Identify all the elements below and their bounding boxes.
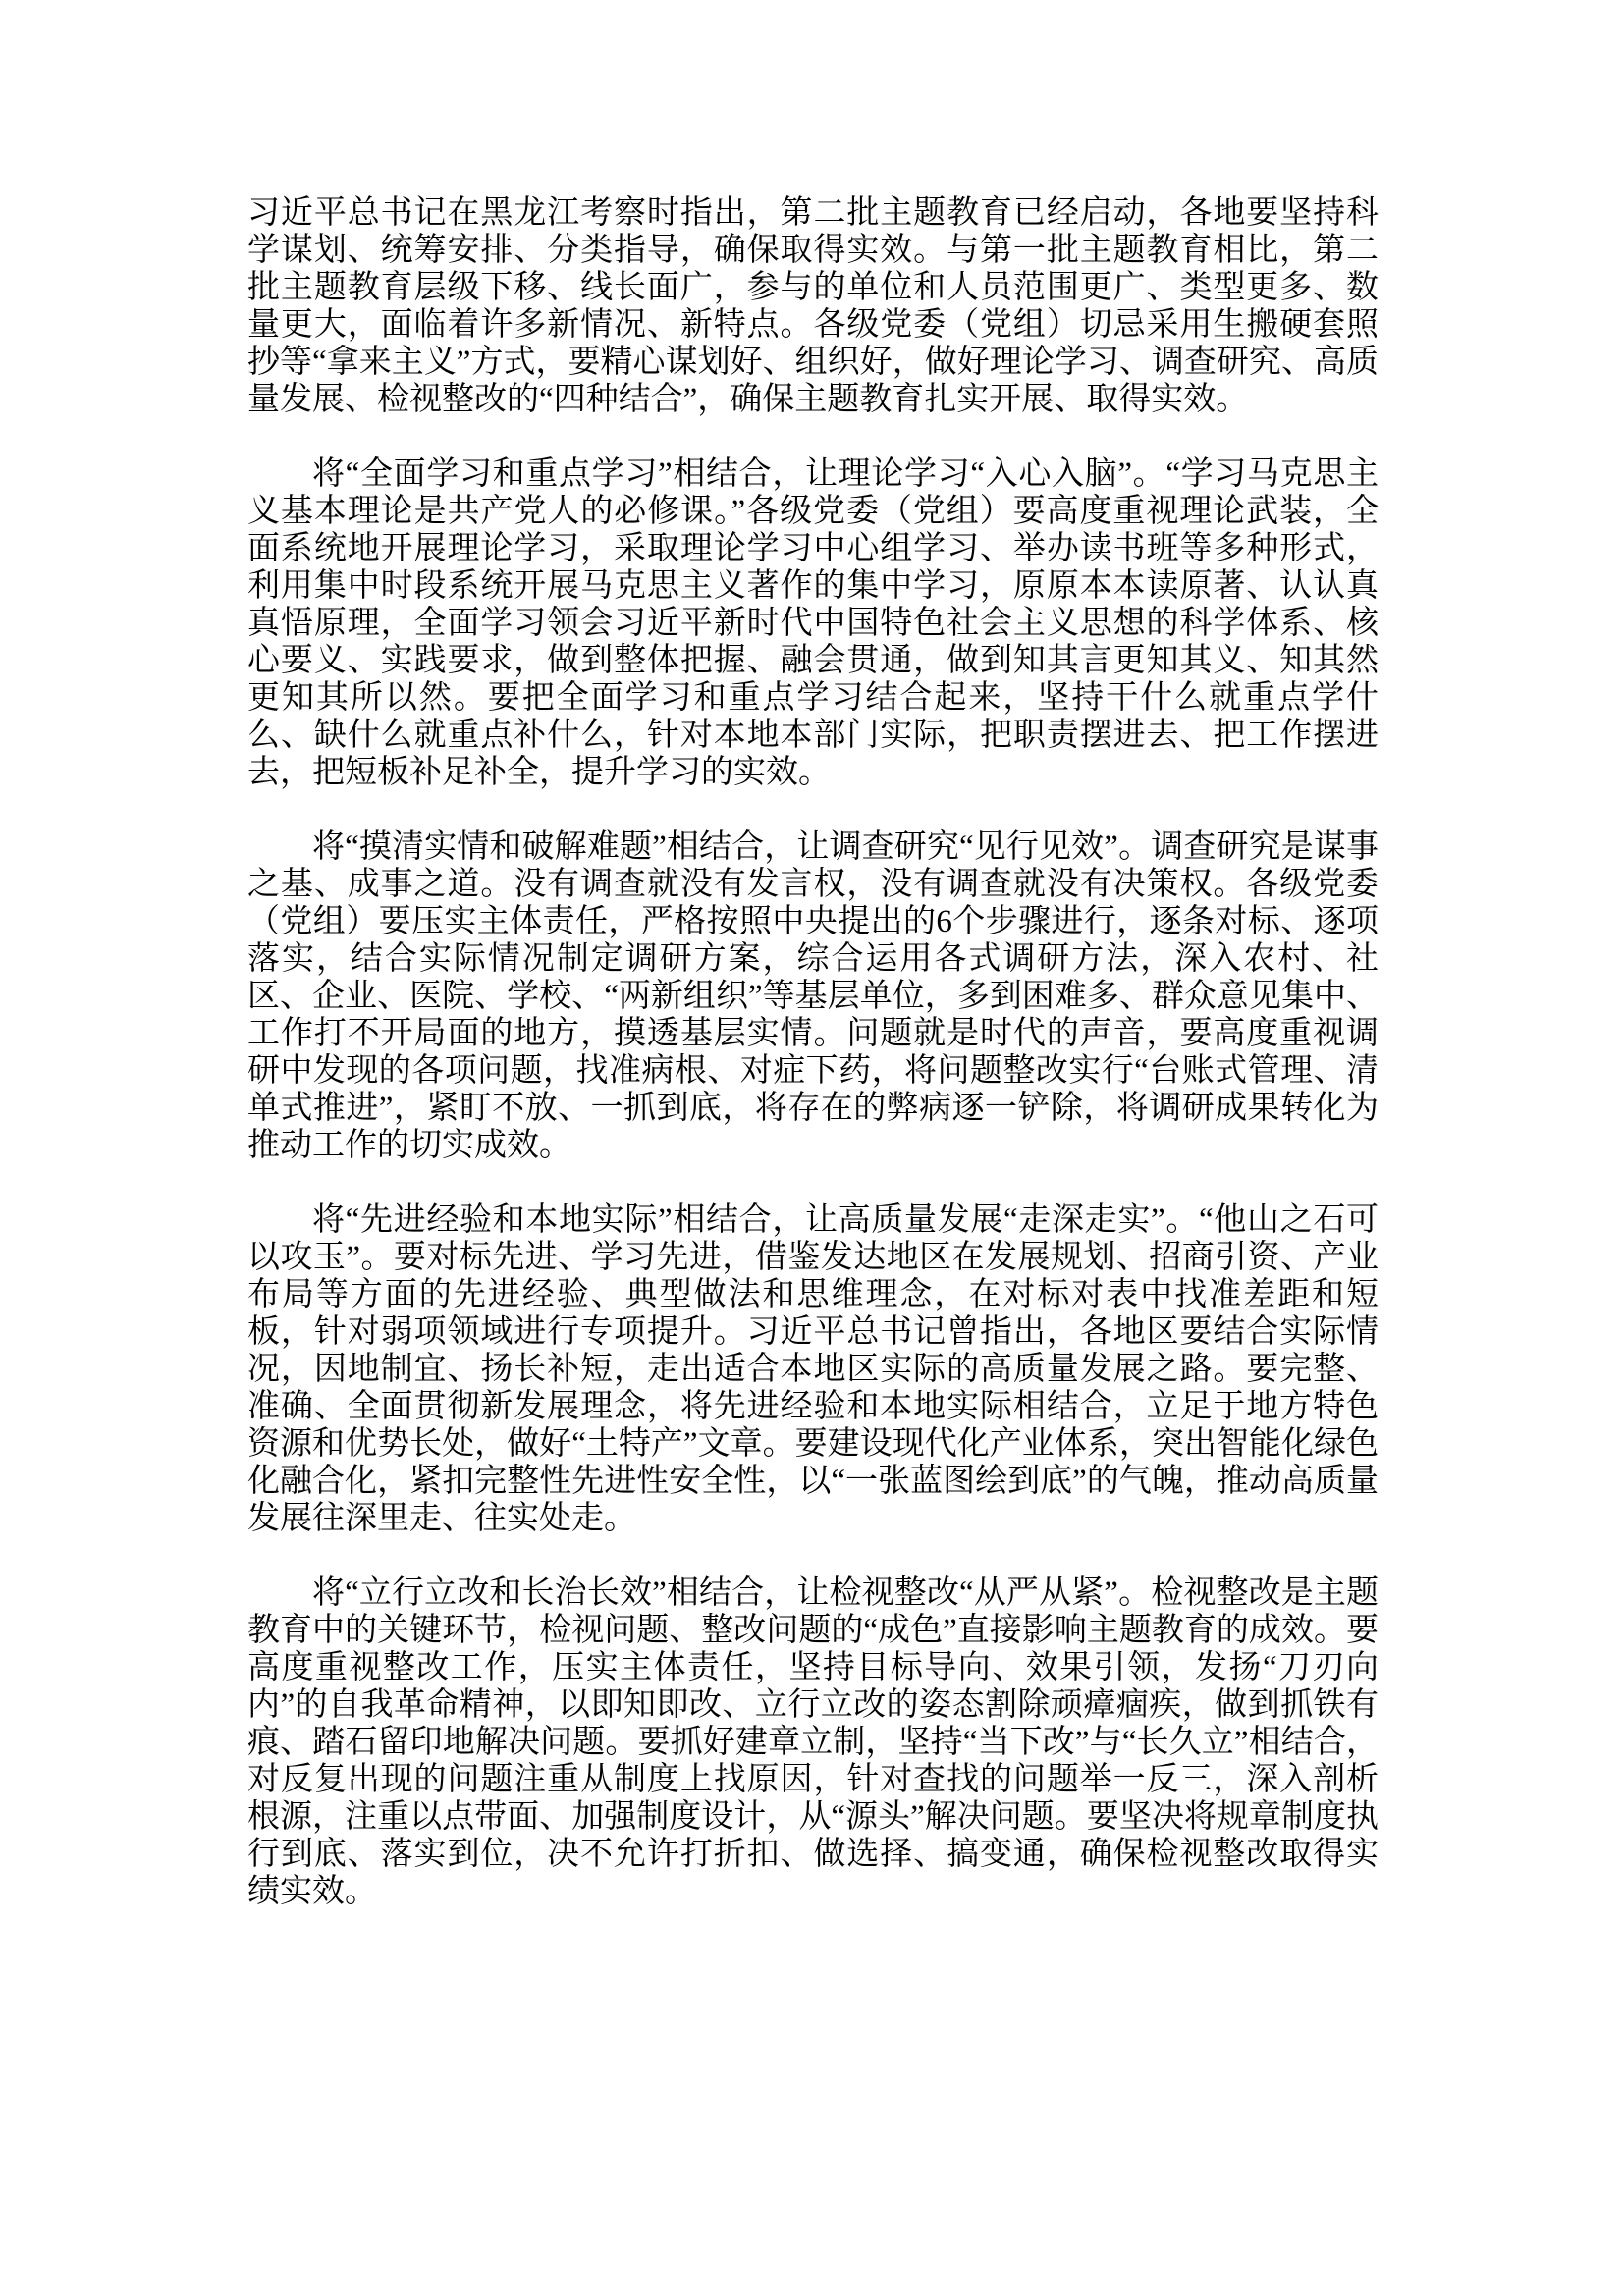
document-body	[247, 194, 1379, 1948]
paragraph-intro: 习近平总书记在黑龙江考察时指出，第二批主题教育已经启动，各地要坚持科学谋划、统筹安排、分类指导，确保取得实效。与第一批主题教育相比，第二批主题教育层级下移、线长面广，参与的单位和人员范围更广、类型更多、数量更大，面临着许多新情况、新特点。各级党委（党组）切忌采用生搬硬套照抄等“拿来主义”方式，要精心谋划好、组织好，做好理论学习、调查研究、高质量发展、检视整改的“四种结合”，确保主题教育扎实开展、取得实效。	[247, 195, 1379, 417]
paragraph-theory-study: 将“全面学习和重点学习”相结合，让理论学习“入心入脑”。“学习马克思主义基本理论是共产党人的必修课。”各级党委（党组）要高度重视理论武装，全面系统地开展理论学习，采取理论学习中心组学习、举办读书班等多种形式，利用集中时段系统开展马克思主义著作的集中学习，原原本本读原著、认认真真悟原理，全面学习领会习近平新时代中国特色社会主义思想的科学体系、核心要义、实践要求，做到整体把握、融会贯通，做到知其言更知其义、知其然更知其所以然。要把全面学习和重点学习结合起来，坚持干什么就重点学什么、缺什么就重点补什么，针对本地本部门实际，把职责摆进去、把工作摆进去，把短板补足补全，提升学习的实效。	[247, 456, 1379, 790]
paragraph-investigation-research: 将“摸清实情和破解难题”相结合，让调查研究“见行见效”。调查研究是谋事之基、成事之道。没有调查就没有发言权，没有调查就没有决策权。各级党委（党组）要压实主体责任，严格按照中央提出的6个步骤进行，逐条对标、逐项落实，结合实际情况制定调研方案，综合运用各式调研方法，深入农村、社区、企业、医院、学校、“两新组织”等基层单位，多到困难多、群众意见集中、工作打不开局面的地方，摸透基层实情。问题就是时代的声音，要高度重视调研中发现的各项问题，找准病根、对症下药，将问题整改实行“台账式管理、清单式推进”，紧盯不放、一抓到底，将存在的弊病逐一铲除，将调研成果转化为推动工作的切实成效。	[247, 829, 1379, 1163]
paragraph-rectification: 将“立行立改和长治长效”相结合，让检视整改“从严从紧”。检视整改是主题教育中的关键环节，检视问题、整改问题的“成色”直接影响主题教育的成效。要高度重视整改工作，压实主体责任，坚持目标导向、效果引领，发扬“刀刃向内”的自我革命精神，以即知即改、立行立改的姿态割除顽瘴痼疾，做到抓铁有痕、踏石留印地解决问题。要抓好建章立制，坚持“当下改”与“长久立”相结合，对反复出现的问题注重从制度上找原因，针对查找的问题举一反三，深入剖析根源，注重以点带面、加强制度设计，从“源头”解决问题。要坚决将规章制度执行到底、落实到位，决不允许打折扣、做选择、搞变通，确保检视整改取得实绩实效。	[247, 1575, 1379, 1909]
paragraph-high-quality-development: 将“先进经验和本地实际”相结合，让高质量发展“走深走实”。“他山之石可以攻玉”。要对标先进、学习先进，借鉴发达地区在发展规划、招商引资、产业布局等方面的先进经验、典型做法和思维理念，在对标对表中找准差距和短板，针对弱项领域进行专项提升。习近平总书记曾指出，各地区要结合实际情况，因地制宜、扬长补短，走出适合本地区实际的高质量发展之路。要完整、准确、全面贯彻新发展理念，将先进经验和本地实际相结合，立足于地方特色资源和优势长处，做好“土特产”文章。要建设现代化产业体系，突出智能化绿色化融合化，紧扣完整性先进性安全性，以“一张蓝图绘到底”的气魄，推动高质量发展往深里走、往实处走。	[247, 1202, 1379, 1536]
